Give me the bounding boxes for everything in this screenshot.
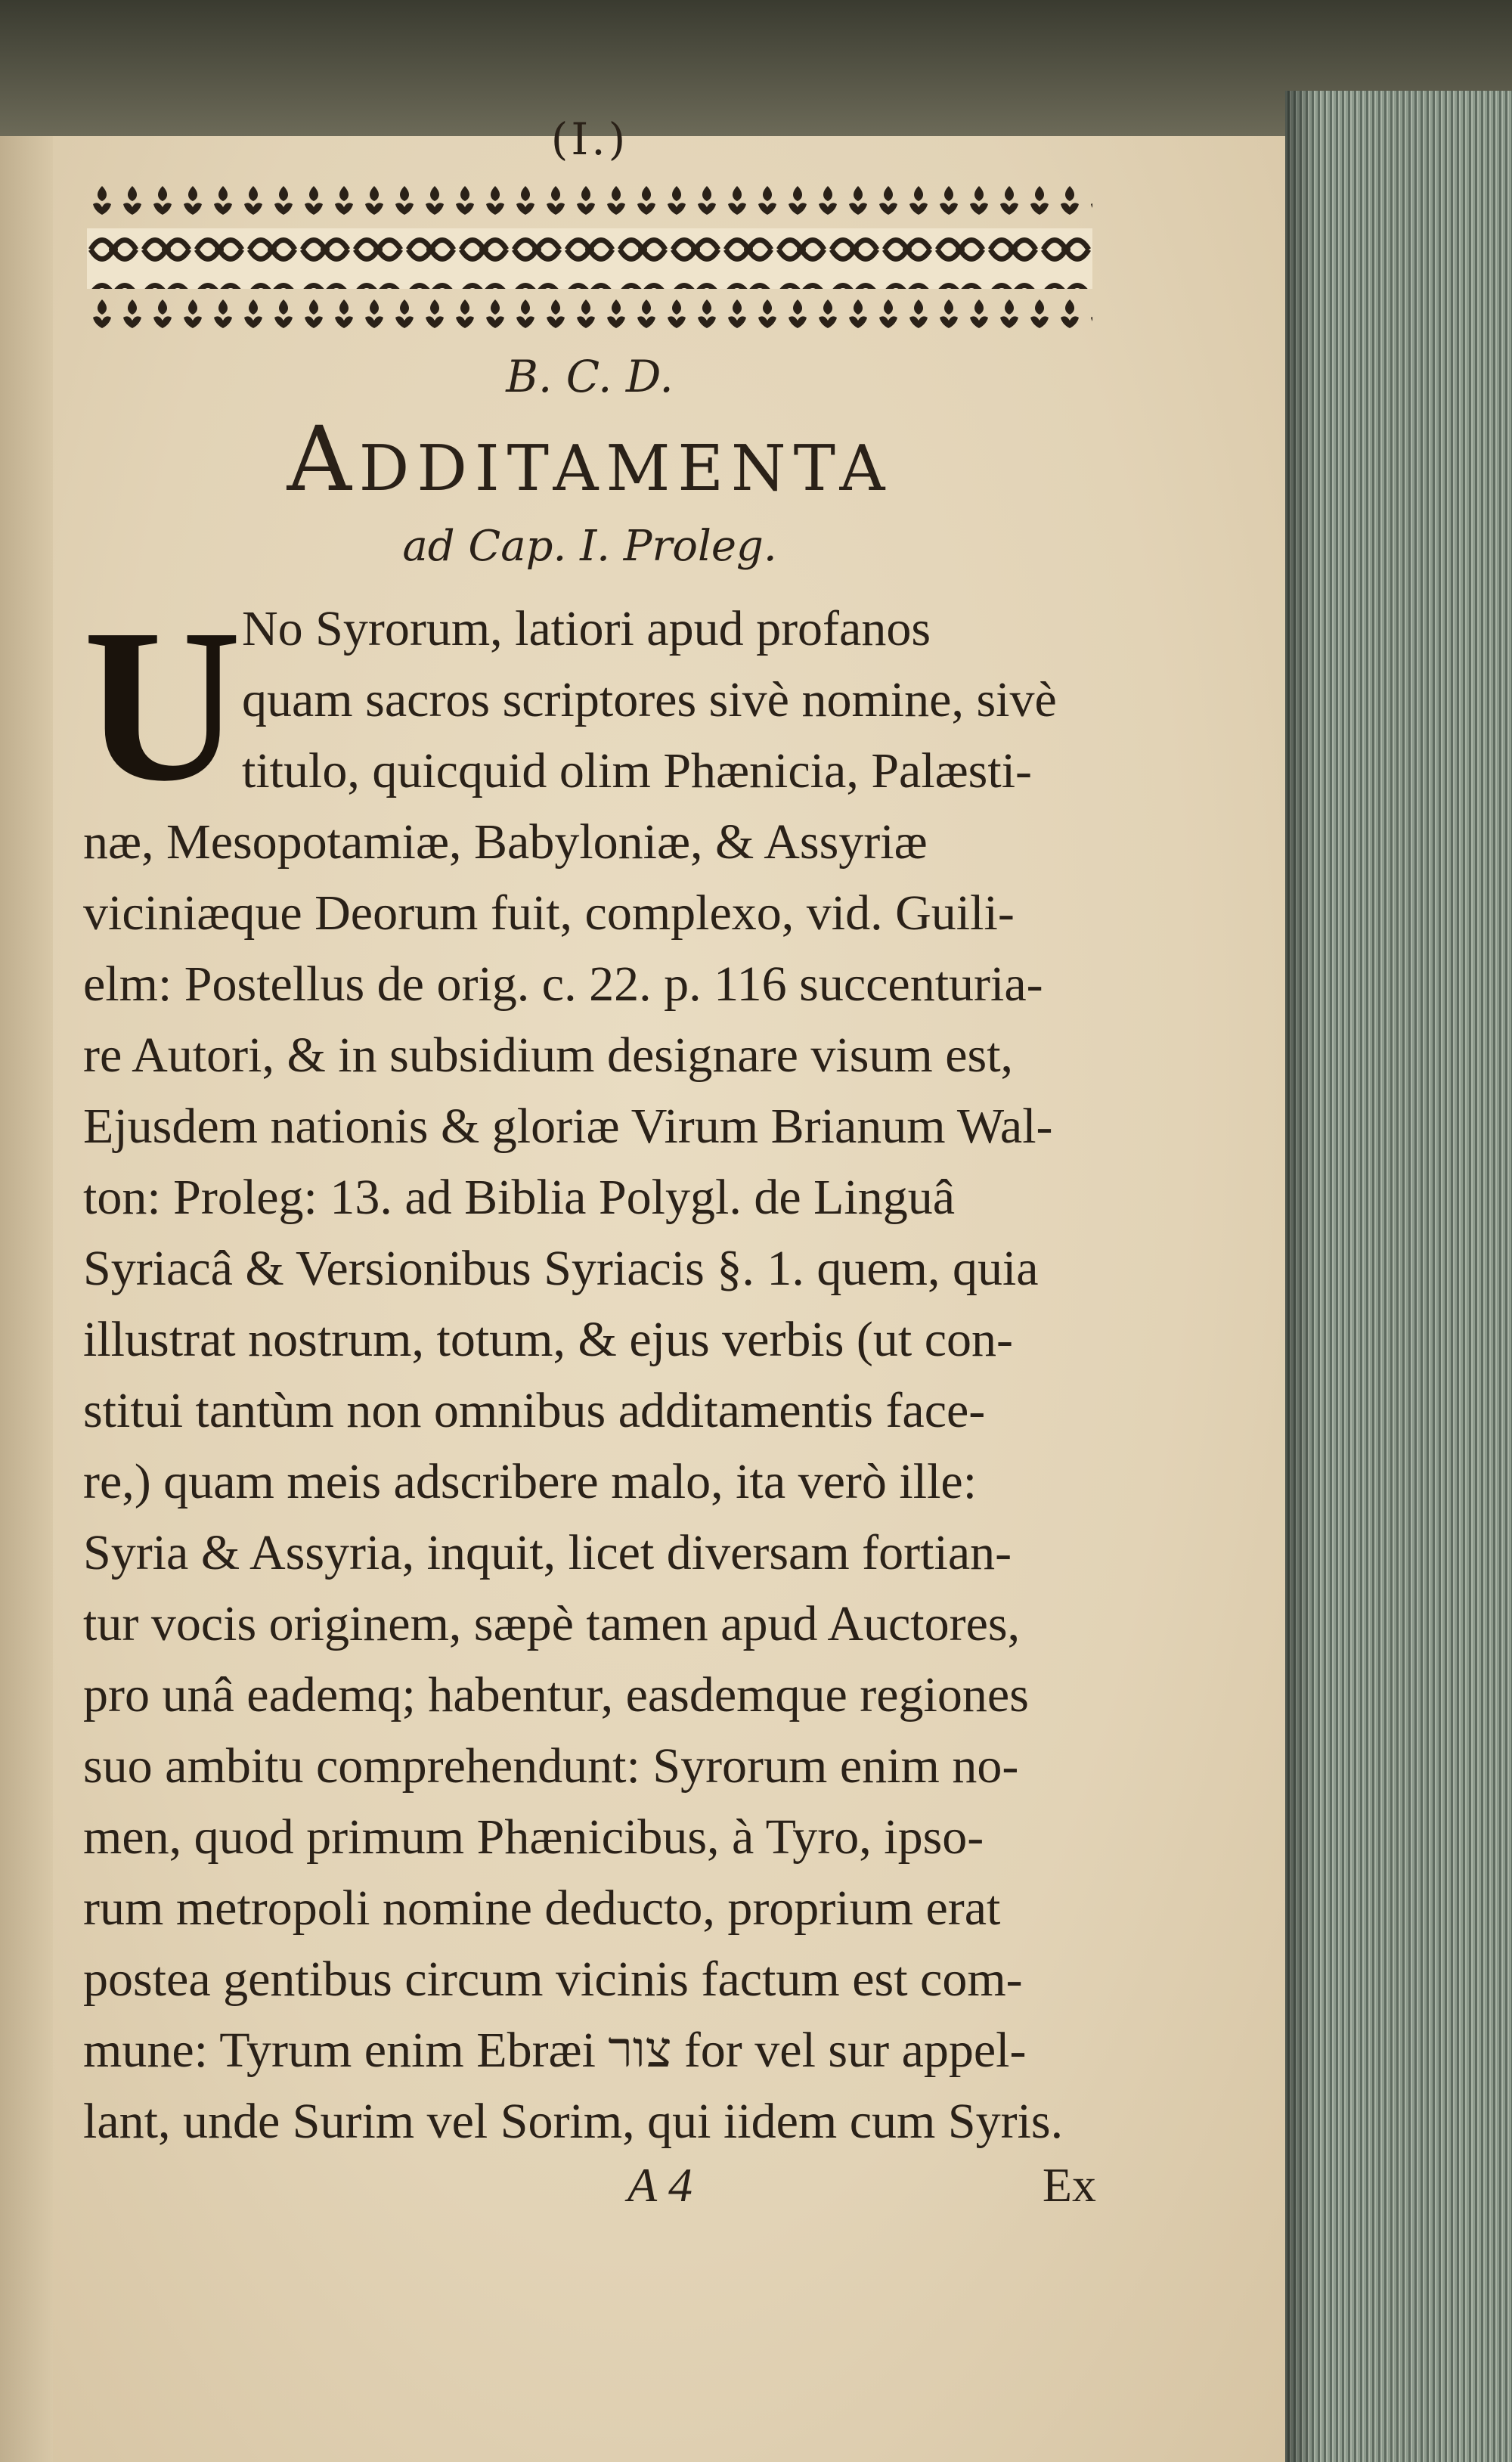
page-edge-shadow	[1285, 91, 1315, 2462]
text-line: mune: Tyrum enim Ebræi צור for vel sur appel-	[83, 2023, 1027, 2078]
text-line: pro unâ eademq; habentur, easdemque regiones	[83, 1667, 1029, 1722]
text-line: illustrat nostrum, totum, & ejus verbis (ut con-	[83, 1312, 1014, 1367]
page-title: Additamenta	[287, 407, 893, 511]
text-line: quam sacros scriptores sivè nomine, sivè	[242, 672, 1057, 727]
fleuron-ornament-icon	[87, 181, 1092, 340]
page-footer	[83, 2157, 1096, 2233]
body-text	[83, 584, 1096, 2157]
text-line: suo ambitu comprehendunt: Syrorum enim no-	[83, 1738, 1019, 1794]
text-line: viciniæque Deorum fuit, complexo, vid. Guili-	[83, 885, 1015, 941]
text-line: No Syrorum, latiori apud profanos	[242, 601, 931, 656]
text-line: næ, Mesopotamiæ, Babyloniæ, & Assyriæ	[83, 814, 928, 870]
text-line: elm: Postellus de orig. c. 22. p. 116 succenturia-	[83, 957, 1043, 1012]
text-line: lant, unde Surim vel Sorim, qui iidem cum Syris.	[83, 2094, 1064, 2149]
page-gutter	[0, 136, 53, 2462]
text-line: rum metropoli nomine deducto, proprium erat	[83, 1881, 1001, 1936]
footer-signature: A 4	[627, 2158, 692, 2212]
page-number: (I.)	[550, 113, 629, 165]
text-line: Syria & Assyria, inquit, licet diversam fortian-	[83, 1525, 1012, 1580]
text-line: ton: Proleg: 13. ad Biblia Polygl. de Linguâ	[83, 1170, 956, 1225]
text-line: postea gentibus circum vicinis factum est com-	[83, 1952, 1023, 2007]
page-edges	[1285, 91, 1512, 2462]
text-line: tur vocis originem, sæpè tamen apud Auctores,	[83, 1596, 1021, 1651]
text-line: men, quod primum Phænicibus, à Tyro, ipso-	[83, 1809, 984, 1865]
text-line: titulo, quicquid olim Phænicia, Palæsti-	[242, 743, 1033, 798]
text-line: Ejusdem nationis & gloriæ Virum Brianum Wal-	[83, 1099, 1053, 1154]
text-line: stitui tantùm non omnibus additamentis face-	[83, 1383, 986, 1438]
text-line: Syriacâ & Versionibus Syriacis §. 1. quem, quia	[83, 1241, 1039, 1296]
drop-cap: U	[83, 584, 242, 826]
catchword: Ex	[1042, 2158, 1096, 2212]
ornament-band	[87, 181, 1092, 340]
text-line: re Autori, & in subsidium designare visum est,	[83, 1028, 1014, 1083]
text-line: re,) quam meis adscribere malo, ita verò ille:	[83, 1454, 978, 1509]
page-subtitle: ad Cap. I. Proleg.	[402, 522, 777, 571]
signature-mark: B. C. D.	[506, 351, 674, 402]
page-content	[83, 113, 1096, 2233]
